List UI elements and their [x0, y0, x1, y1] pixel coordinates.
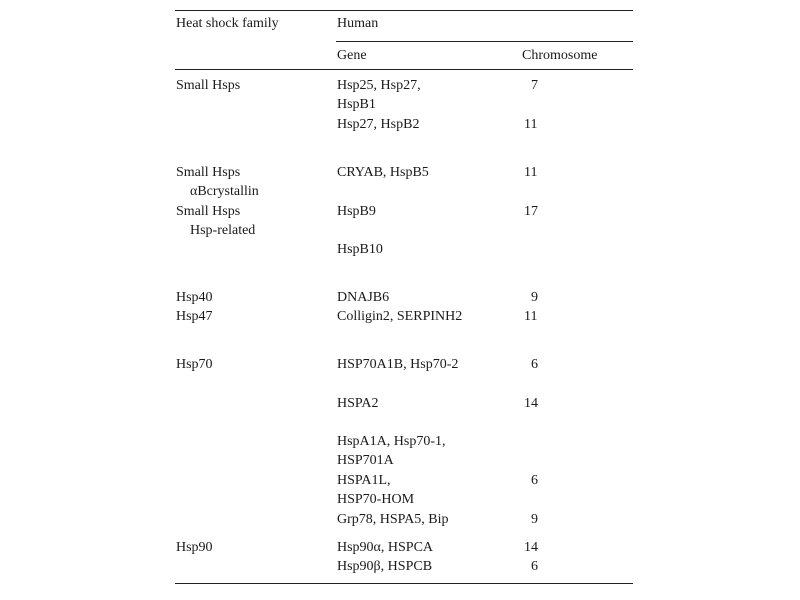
table-row-chromosome: 14 [524, 396, 538, 411]
header-bottom-rule [175, 69, 633, 70]
family-subline: αBcrystallin [190, 184, 259, 199]
table-row-family [176, 202, 255, 240]
table-bottom-rule [175, 583, 633, 584]
family-subline: Hsp-related [190, 223, 256, 238]
gene-line: HSP701A [337, 453, 394, 468]
table-row-gene: Hsp90α, HSPCA [337, 540, 434, 555]
table-row-chromosome: 9 [531, 290, 538, 305]
table-row-gene: HspB9 [337, 204, 376, 219]
table-row-chromosome: 14 [524, 540, 538, 555]
family-line: Small Hsps [176, 204, 241, 219]
table-row-chromosome: 9 [531, 512, 538, 527]
gene-line: HSPA1L, [337, 473, 391, 488]
table-row-chromosome: 7 [531, 78, 538, 93]
table-row-gene: Colligin2, SERPINH2 [337, 309, 463, 324]
table-row-gene [337, 76, 421, 114]
table-row-gene [337, 432, 446, 470]
human-span-rule [336, 41, 633, 42]
table-row-gene: HspB10 [337, 242, 383, 257]
table-row-gene: DNAJB6 [337, 290, 390, 305]
table-row-gene: CRYAB, HspB5 [337, 165, 429, 180]
table-row-family: Hsp70 [176, 357, 213, 372]
table-row-family: Hsp47 [176, 309, 213, 324]
table-row-gene: HSPA2 [337, 396, 379, 411]
table-row-family: Small Hsps [176, 78, 241, 93]
table-row-gene: Grp78, HSPA5, Bip [337, 512, 449, 527]
header-gene: Gene [337, 48, 367, 63]
table-row-chromosome: 11 [524, 117, 538, 132]
gene-line: HSP70-HOM [337, 492, 415, 507]
table-row-chromosome: 6 [531, 357, 538, 372]
table-row-chromosome: 11 [524, 165, 538, 180]
table-row-chromosome: 11 [524, 309, 538, 324]
gene-line: Hsp25, Hsp27, [337, 78, 421, 93]
table-row-chromosome: 6 [531, 559, 538, 574]
table-row-gene: Hsp27, HspB2 [337, 117, 420, 132]
table-row-chromosome: 6 [531, 473, 538, 488]
gene-line: HspB1 [337, 97, 376, 112]
table-row-gene: Hsp90β, HSPCB [337, 559, 433, 574]
gene-line: HspA1A, Hsp70-1, [337, 434, 446, 449]
table-top-rule [175, 10, 633, 11]
table-row-family [176, 163, 259, 201]
table-row-chromosome: 17 [524, 204, 538, 219]
header-human: Human [337, 16, 379, 31]
family-line: Small Hsps [176, 165, 241, 180]
header-heat-shock-family: Heat shock family [176, 16, 279, 31]
table-row-gene: HSP70A1B, Hsp70-2 [337, 357, 459, 372]
table-row-family: Hsp40 [176, 290, 213, 305]
header-chromosome: Chromosome [522, 48, 598, 63]
table-row-family: Hsp90 [176, 540, 213, 555]
table-row-gene [337, 471, 414, 509]
